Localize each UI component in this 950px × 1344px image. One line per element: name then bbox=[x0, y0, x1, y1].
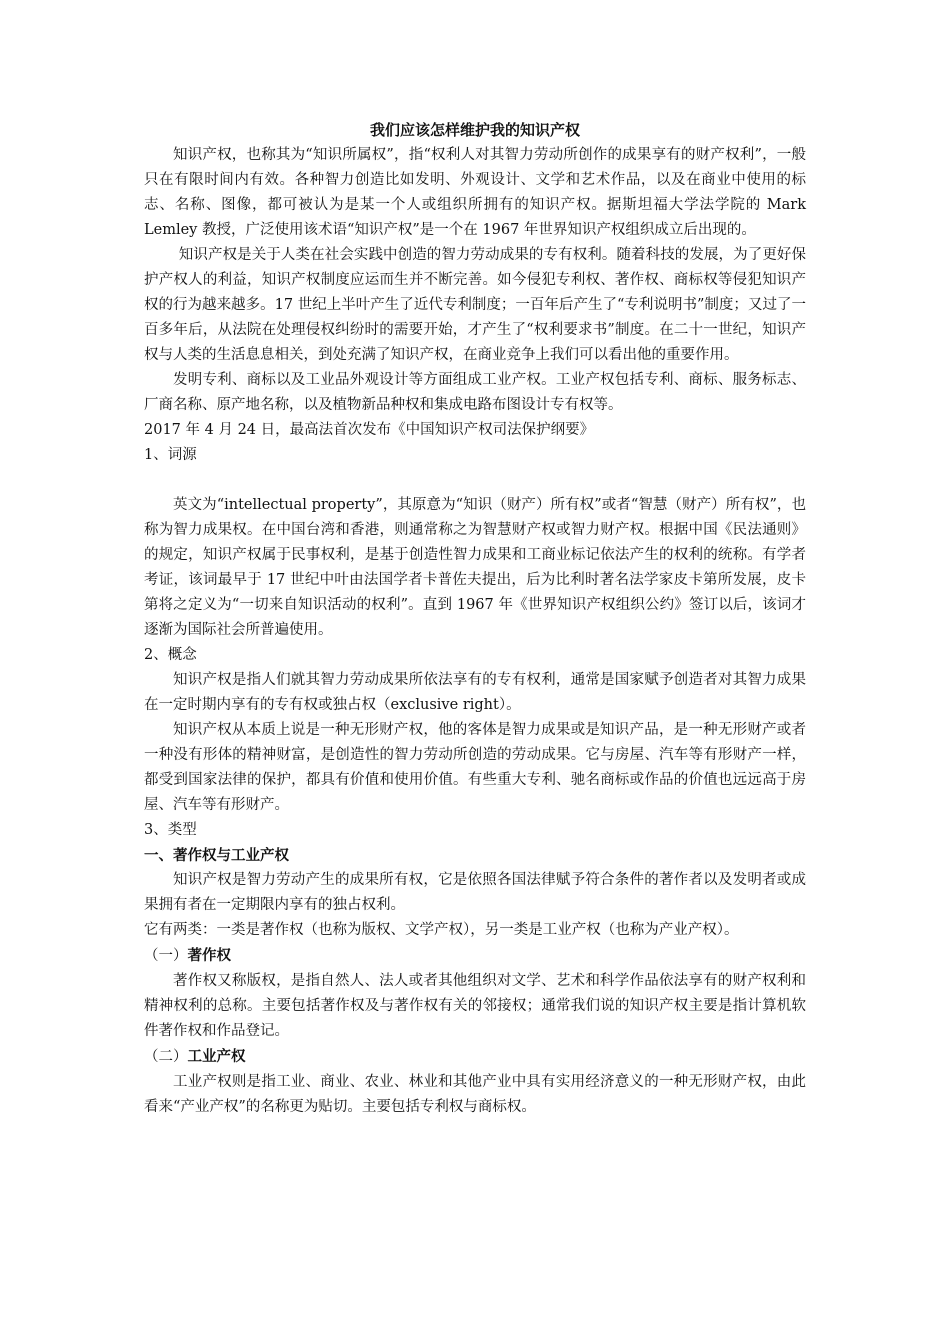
section-3-paragraph-2: 它有两类：一类是著作权（也称为版权、文学产权），另一类是工业产权（也称为产业产权）。 bbox=[144, 922, 739, 938]
section-2-paragraph-2: 知识产权从本质上说是一种无形财产权，他的客体是智力成果或是知识产品，是一种无形财产或者一种没有形体的精神财富，是创造性的智力劳动所创造的劳动成果。它与房屋、汽车等有形财产一样，都受到国家法律的保护，都具有价值和使用价值。有些重大专利、驰名商标或作品的价值也远远高于房屋、汽车等有形财产。 bbox=[144, 722, 806, 813]
document-body bbox=[144, 117, 806, 1120]
industrial-heading-prefix: （二） bbox=[144, 1049, 188, 1065]
section-1-heading: 1、词源 bbox=[144, 447, 197, 463]
section-3-paragraph-1: 知识产权是智力劳动产生的成果所有权，它是依照各国法律赋予符合条件的著作者以及发明者或成果拥有者在一定期限内享有的独占权利。 bbox=[144, 872, 806, 913]
section-3-subheading: 一、著作权与工业产权 bbox=[144, 847, 289, 864]
section-2-heading: 2、概念 bbox=[144, 647, 197, 663]
section-2-paragraph-1: 知识产权是指人们就其智力劳动成果所依法享有的专有权利，通常是国家赋予创造者对其智力成果在一定时期内享有的专有权或独占权（exclusive right）。 bbox=[144, 672, 806, 713]
intro-paragraph-4: 2017 年 4 月 24 日，最高法首次发布《中国知识产权司法保护纲要》 bbox=[144, 422, 595, 438]
blank-line bbox=[144, 468, 806, 493]
copyright-paragraph: 著作权又称版权，是指自然人、法人或者其他组织对文学、艺术和科学作品依法享有的财产权利和精神权利的总称。主要包括著作权及与著作权有关的邻接权；通常我们说的知识产权主要是指计算机软件著作权和作品登记。 bbox=[144, 973, 806, 1039]
industrial-heading-label: 工业产权 bbox=[187, 1048, 246, 1065]
copyright-heading-label: 著作权 bbox=[187, 947, 231, 964]
intro-paragraph-3: 发明专利、商标以及工业品外观设计等方面组成工业产权。工业产权包括专利、商标、服务标志、厂商名称、原产地名称，以及植物新品种权和集成电路布图设计专有权等。 bbox=[144, 372, 806, 413]
intro-paragraph-1: 知识产权，也称其为“知识所属权”，指“权利人对其智力劳动所创作的成果享有的财产权利”，一般只在有限时间内有效。各种智力创造比如发明、外观设计、文学和艺术作品，以及在商业中使用的标志、名称、图像，都可被认为是某一个人或组织所拥有的知识产权。据斯坦福大学法学院的 Mark Lemley 教授，广泛使用该术语“知识产权”是一个在 1967 年世界知识产权组织成立后出现的。 bbox=[144, 147, 806, 238]
industrial-paragraph: 工业产权则是指工业、商业、农业、林业和其他产业中具有实用经济意义的一种无形财产权，由此看来“产业产权”的名称更为贴切。主要包括专利权与商标权。 bbox=[144, 1074, 806, 1115]
copyright-heading-prefix: （一） bbox=[144, 948, 188, 964]
intro-paragraph-2: 知识产权是关于人类在社会实践中创造的智力劳动成果的专有权利。随着科技的发展，为了更好保护产权人的利益，知识产权制度应运而生并不断完善。如今侵犯专利权、著作权、商标权等侵犯知识产权的行为越来越多。17 世纪上半叶产生了近代专利制度；一百年后产生了“专利说明书”制度；又过了一百多年后，从法院在处理侵权纠纷时的需要开始，才产生了“权利要求书”制度。在二十一世纪，知识产权与人类的生活息息相关，到处充满了知识产权，在商业竞争上我们可以看出他的重要作用。 bbox=[144, 247, 806, 363]
industrial-heading bbox=[144, 1044, 806, 1070]
copyright-heading bbox=[144, 943, 806, 969]
section-1-paragraph: 英文为“intellectual property”，其原意为“知识（财产）所有权”或者“智慧（财产）所有权”，也称为智力成果权。在中国台湾和香港，则通常称之为智慧财产权或智力财产权。根据中国《民法通则》的规定，知识产权属于民事权利，是基于创造性智力成果和工商业标记依法产生的权利的统称。有学者考证，该词最早于 17 世纪中叶由法国学者卡普佐夫提出，后为比利时著名法学家皮卡第所发展，皮卡第将之定义为“一切来自知识活动的权利”。直到 1967 年《世界知识产权组织公约》签订以后，该词才逐渐为国际社会所普遍使用。 bbox=[144, 497, 806, 638]
document-title: 我们应该怎样维护我的知识产权 bbox=[369, 121, 580, 139]
section-3-heading: 3、类型 bbox=[144, 822, 197, 838]
